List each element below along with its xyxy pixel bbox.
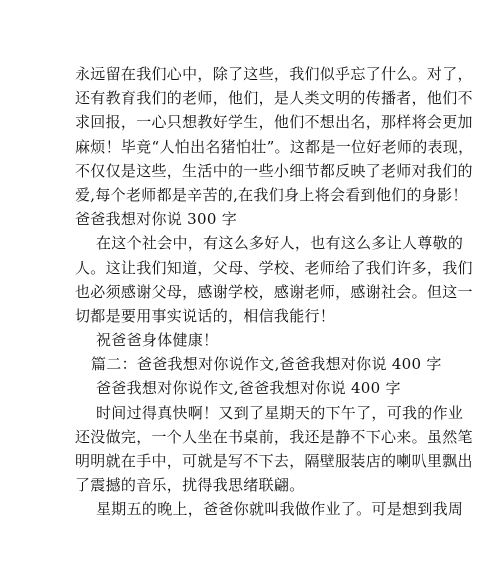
section-heading: 爸爸我想对你说作文,爸爸我想对你说 400 字 [96,379,401,398]
text-line: 星期五的晚上，爸爸你就叫我做作业了。可是想到我周 [96,500,464,519]
chapter-heading: 篇二：爸爸我想对你说作文,爸爸我想对你说 400 字 [91,355,442,374]
section-heading: 爸爸我想对你说 300 字 [75,210,238,229]
text-line: 在这个社会中，有这么多好人，也有这么多让人尊敬的 [96,234,464,253]
text-line: 了震撼的音乐，扰得我思绪联翩。 [75,476,305,495]
text-line: 还有教育我们的老师，他们，是人类文明的传播者，他们不 [75,89,473,108]
text-line: 还没做完，一个人坐在书桌前，我还是静不下心来。虽然笔 [75,427,473,446]
text-line: 祝爸爸身体健康！ [96,331,219,350]
text-line: 也必须感谢父母，感谢学校，感谢老师，感谢社会。但这一 [75,282,473,301]
text-line: 时间过得真快啊！又到了星期天的下午了，可我的作业 [96,403,464,422]
text-line: 明明就在手中，可就是写不下去，隔壁服装店的喇叭里飘出 [75,452,473,470]
text-line: 人。这让我们知道，父母、学校、老师给了我们许多，我们 [75,258,473,277]
text-line: 切都是要用事实说话的，相信我能行！ [75,306,336,325]
text-line: 求回报，一心只想教好学生，他们不想出名，那样将会更加 [75,113,473,132]
text-line: 不仅仅是这些，生活中的一些小细节都反映了老师对我们的 [75,161,473,180]
text-line: 麻烦！毕竟“人怕出名猪怕壮”。这都是一位好老师的表现， [75,137,474,156]
text-line: 永远留在我们心中，除了这些，我们似乎忘了什么。对了， [75,65,473,83]
document-body [75,62,474,522]
text-line: 爱,每个老师都是辛苦的,在我们身上将会看到他们的身影！ [75,185,468,204]
